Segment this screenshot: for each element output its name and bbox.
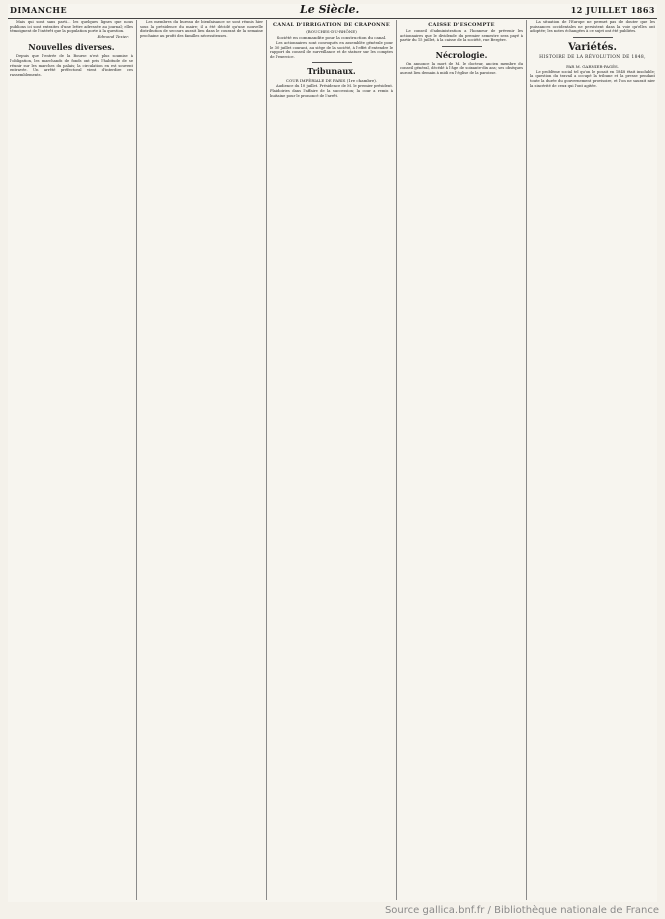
col1-body: Depuis que l'entrée de la Bourse n'est plus soumise à l'obligation, les marchands de fonds ont pris l'habitude de se réunir sur les marches du palais; la circulation en est souvent entravée. Un arrêté préfectoral vient d'interdire ces rassemblements. (10, 54, 133, 77)
masthead-day: DIMANCHE (10, 5, 68, 15)
column-1 (10, 20, 133, 900)
col4-body-2: On annonce la mort de M. le docteur, ancien membre du conseil général, décédé à l'âge de soixante-dix ans; ses obsèques auront lieu demain à midi en l'église de la paroisse. (400, 61, 523, 75)
col3-court-note: COUR IMPÉRIALE DE PARIS (1re chambre). (285, 78, 378, 84)
newspaper-page (8, 4, 657, 902)
column-rule-4 (526, 20, 527, 900)
col3-heading: Tribunaux. (307, 66, 356, 77)
column-rule-1 (136, 20, 137, 900)
col2-body: Les membres du bureau de bienfaisance se sont réunis hier sous la présidence du maire; il a été décidé qu'une nouvelle distribution de secours aurait lieu dans le courant de la semaine prochaine au profit des familles nécessiteuses. (140, 20, 263, 38)
masthead-date: 12 JUILLET 1863 (570, 5, 655, 15)
column-3 (270, 20, 393, 900)
col3-body-2: Audience du 10 juillet. Présidence de M. le premier président. Plaidoiries dans l'affaire de la succession; la cour a remis à huitaine pour le prononcé de l'arrêt. (270, 84, 393, 98)
col5-separator (573, 37, 613, 38)
col4-separator (442, 46, 482, 47)
source-footer: Source gallica.bnf.fr / Bibliothèque nationale de France (384, 905, 659, 916)
column-5 (530, 20, 655, 900)
masthead (8, 4, 657, 19)
col5-body-2: Le problème social tel qu'on le posait en 1848 était insoluble; la question du travail a occupé la tribune et la presse pendant toute la durée du gouvernement provisoire, et l'on ne saurait nier la sincérité de ceux qui l'ont agitée. (530, 69, 655, 88)
col5-body-1: La situation de l'Europe ne permet pas de douter que les puissances occidentales ne persistent dans la voie qu'elles ont adoptée; les notes échangées à ce sujet ont été publiées. (530, 20, 655, 34)
column-4 (400, 20, 523, 900)
col4-subhead: CAISSE D'ESCOMPTE (428, 22, 495, 28)
column-2 (140, 20, 263, 900)
col3-subhead-sub: (BOUCHES-DU-RHÔNE) (306, 29, 357, 34)
col5-author: PAR M. GARNIER-PAGÈS. (566, 63, 619, 69)
col3-note: Société en commandite pour la construction du canal. (276, 35, 387, 40)
column-rule-3 (396, 20, 397, 900)
col1-intro: Mais qui sont sans parti... les quelques lignes que nous publions ici sont extraites d'une lettre adressée au journal; elles témoignent de l'intérêt que la population porte à la question. (10, 20, 133, 34)
col3-subhead: CANAL D'IRRIGATION DE CRAPONNE (273, 22, 390, 28)
col5-heading: Variétés. (568, 41, 617, 53)
columns (8, 20, 657, 900)
col1-signature: Edmond Texier. (97, 33, 129, 39)
col1-heading: Nouvelles diverses. (28, 42, 115, 53)
col3-body-1: Les actionnaires sont convoqués en assemblée générale pour le 30 juillet courant, au siège de la société, à l'effet d'entendre le rapport du conseil de surveillance et de statuer sur les comptes de l'exercice. (270, 41, 393, 59)
masthead-title: Le Siècle. (300, 3, 360, 16)
col5-subhead: HISTOIRE DE LA RÉVOLUTION DE 1848, (539, 54, 646, 60)
col4-heading: Nécrologie. (435, 49, 488, 60)
col3-separator (312, 62, 352, 63)
column-rule-2 (266, 20, 267, 900)
col4-body-1: Le conseil d'administration a l'honneur de prévenir les actionnaires que le dividende du premier semestre sera payé à partir du 15 juillet, à la caisse de la société, rue Bergère. (400, 29, 523, 43)
